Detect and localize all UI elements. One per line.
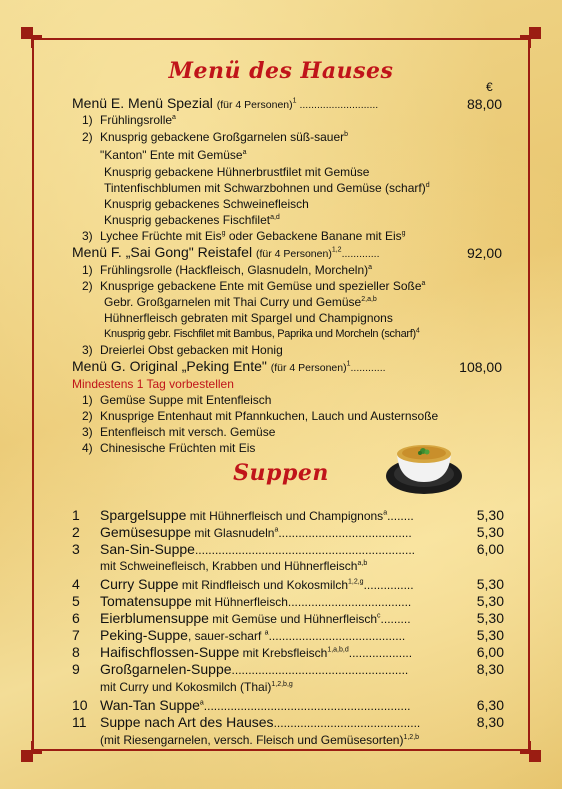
soup-dots: ......................................... [268,629,406,643]
menu-dots: ........................... [296,99,379,111]
list-item [82,229,406,243]
item-sup: b [344,131,349,138]
soup-name: Spargelsuppe [100,507,187,523]
soup-name: Peking-Suppe [100,627,188,643]
soup-name: Eierblumensuppe [100,610,209,626]
menu-e-price: 88,00 [466,96,502,112]
soup-number: 1 [72,507,80,523]
item-text: Dreierlei Obst gebacken mit Honig [100,343,283,357]
soup-number: 5 [72,593,80,609]
item-number: 3) [82,229,93,243]
soup-row [72,507,414,524]
soup-price: 5,30 [476,507,504,523]
soup-price: 5,30 [476,593,504,609]
item-number: 2) [82,279,93,293]
soup-sup: a [274,526,279,534]
soup-dots: .............................................................. [203,699,411,713]
soup-sup: 1,2,g [348,578,364,586]
soup-dots: ............... [363,578,414,592]
item-sup: a [421,280,426,287]
item-text: Knusprig gebackene Hühnerbrustfilet mit Gemüse [104,165,370,179]
soup-price: 5,30 [476,627,504,643]
list-item [82,441,255,455]
preorder-note: Mindestens 1 Tag vorbestellen [72,377,234,391]
soup-price: 5,30 [476,576,504,592]
list-item [104,295,377,309]
list-item [82,130,348,144]
corner-ornament-icon [518,26,542,50]
soup-sup: 1,a,b,d [327,646,349,654]
soup-number: 6 [72,610,80,626]
soup-price: 8,30 [476,714,504,730]
menu-sup: 1,2 [331,246,342,254]
item-text: Lychee Früchte mit Eis [100,229,222,243]
menu-name: Menü F. „Sai Gong" Reistafel [72,244,253,260]
menu-dots: ............. [341,248,380,260]
soup-sub-text: (mit Riesengarnelen, versch. Fleisch und Gemüsesorten) [100,733,404,747]
list-item [82,279,425,293]
list-item [104,181,430,195]
item-number: 1) [82,393,93,407]
soup-dots: ................... [348,646,413,660]
soup-subline [100,680,293,694]
soup-desc: mit Hühnerfleisch und Champignons [186,509,384,523]
soup-name: Haifischflossen-Suppe [100,644,240,660]
item-text: Tintenfischblumen mit Schwarzbohnen und Gemüse (scharf) [104,181,426,195]
item-sup-alt: g [401,230,406,237]
item-text: Knusprige Entenhaut mit Pfannkuchen, Lauch und Austernsoße [100,409,439,423]
soup-number: 8 [72,644,80,660]
soup-sup: a [199,699,204,707]
list-item [82,263,372,277]
list-item [104,197,309,211]
list-item [104,311,393,325]
soup-sub-text: mit Schweinefleisch, Krabben und Hühnerfleisch [100,559,358,573]
item-text: "Kanton" Ente mit Gemüse [100,148,243,162]
soup-price: 5,30 [476,610,504,626]
soup-dots: ..................................................... [231,663,409,677]
soup-number: 10 [72,697,88,713]
soup-name: Großgarnelen-Suppe [100,661,232,677]
soup-row [72,714,420,731]
menu-persons: (für 4 Personen) [216,99,293,111]
item-text: Chinesische Früchten mit Eis [100,441,256,455]
soup-dots: ......... [380,612,411,626]
soup-number: 4 [72,576,80,592]
item-sup: 4 [415,327,420,335]
item-text: Gebr. Großgarnelen mit Thai Curry und Gemüse [104,295,362,309]
corner-ornament-icon [20,26,44,50]
item-number: 4) [82,441,93,455]
soup-row [72,576,414,593]
soup-number: 7 [72,627,80,643]
item-number: 1) [82,263,93,277]
menu-e-heading [72,96,378,112]
menu-persons: (für 4 Personen) [255,248,332,260]
item-sup: a [172,114,176,121]
soup-row [72,610,411,627]
menu-dots: ............ [350,362,386,374]
soup-subline [100,559,367,573]
item-text: Hühnerfleisch gebraten mit Spargel und Champignons [104,311,393,325]
soup-name: Gemüsesuppe [100,524,192,540]
item-number: 1) [82,113,93,127]
menu-sup: 1 [346,360,351,368]
soup-price: 8,30 [476,661,504,677]
menu-name: Menü G. Original „Peking Ente" [72,358,267,374]
list-item [100,148,247,162]
soup-row [72,661,408,678]
soup-desc: mit Rindfleisch und Kokosmilch [178,578,348,592]
soup-row [72,644,412,661]
soup-row [72,697,411,714]
soup-sub-sup: 1,2,b,g [271,681,293,688]
item-number: 3) [82,343,93,357]
menu-g-price: 108,00 [459,359,502,375]
menu-f-heading [72,245,380,261]
soup-price: 6,30 [476,697,504,713]
item-text: Frühlingsrolle [100,113,173,127]
soup-name: Tomatensuppe [100,593,192,609]
item-number: 3) [82,425,93,439]
soup-sub-text: mit Curry und Kokosmilch (Thai) [100,680,272,694]
menu-title: Menü des Hauses [168,58,394,84]
soup-sup: a [264,629,269,637]
corner-ornament-icon [20,739,44,763]
item-text: Knusprig gebackenes Schweinefleisch [104,197,309,211]
item-text: Entenfleisch mit versch. Gemüse [100,425,276,439]
item-sup: a [242,149,247,156]
menu-sup: 1 [292,97,297,105]
item-text-alt: oder Gebackene Banane mit Eis [225,229,402,243]
item-number: 2) [82,130,93,144]
soup-dots: ........ [387,509,414,523]
soup-row [72,524,412,541]
soup-name: San-Sin-Suppe [100,541,195,557]
list-item [104,165,369,179]
item-text: Knusprige gebackene Ente mit Gemüse und spezieller Soße [100,279,422,293]
soup-price: 5,30 [476,524,504,540]
soup-desc: mit Hühnerfleisch [191,595,288,609]
list-item [82,393,271,407]
soup-row [72,593,411,610]
soup-desc: mit Glasnudeln [191,526,275,540]
item-text: Frühlingsrolle (Hackfleisch, Glasnudeln, Morcheln) [100,263,369,277]
soup-dots: ..................................... [287,595,412,609]
soup-name: Curry Suppe [100,576,179,592]
soup-dots: .................................................................. [194,543,415,557]
soup-number: 9 [72,661,80,677]
soup-sub-sup: a,b [357,560,368,567]
soup-dots: ........................................ [278,526,412,540]
list-item [82,343,283,357]
item-text: Knusprig gebr. Fischfilet mit Bambus, Paprika und Morcheln (scharf) [104,328,416,340]
item-sup: 2,a,b [361,296,377,303]
list-item [104,213,280,227]
item-text: Knusprig gebackenes Fischfilet [104,213,271,227]
list-item [82,113,176,127]
soup-desc: mit Gemüse und Hühnerfleisch [208,612,378,626]
soup-sup: a [383,509,388,517]
soup-row [72,541,415,558]
soup-price: 6,00 [476,541,504,557]
soup-row [72,627,405,644]
item-sup: d [425,182,430,189]
menu-persons: (für 4 Personen) [270,362,347,374]
currency-label: € [486,80,493,94]
soup-number: 2 [72,524,80,540]
soup-desc: , sauer-scharf [187,629,265,643]
soup-sup: c [377,612,381,620]
soup-desc: mit Krebsfleisch [239,646,328,660]
item-sup: a [368,264,373,271]
list-item [104,327,419,341]
item-text: Knusprig gebackene Großgarnelen süß-sauer [100,130,345,144]
item-sup: a,d [270,214,280,221]
list-item [82,409,438,423]
menu-name: Menü E. Menü Spezial [72,95,213,111]
item-number: 2) [82,409,93,423]
menu-f-price: 92,00 [466,245,502,261]
soup-number: 3 [72,541,80,557]
soup-sub-sup: 1,2,b [403,734,420,741]
soup-name: Wan-Tan Suppe [100,697,200,713]
soups-title: Suppen [233,460,329,486]
soup-subline [100,733,419,747]
item-text: Gemüse Suppe mit Entenfleisch [100,393,272,407]
corner-ornament-icon [518,739,542,763]
menu-g-heading [72,359,386,375]
soup-price: 6,00 [476,644,504,660]
soup-dots: ............................................ [273,716,421,730]
item-sup: g [221,230,226,237]
list-item [82,425,275,439]
soup-number: 11 [72,714,87,730]
soup-name: Suppe nach Art des Hauses [100,714,274,730]
